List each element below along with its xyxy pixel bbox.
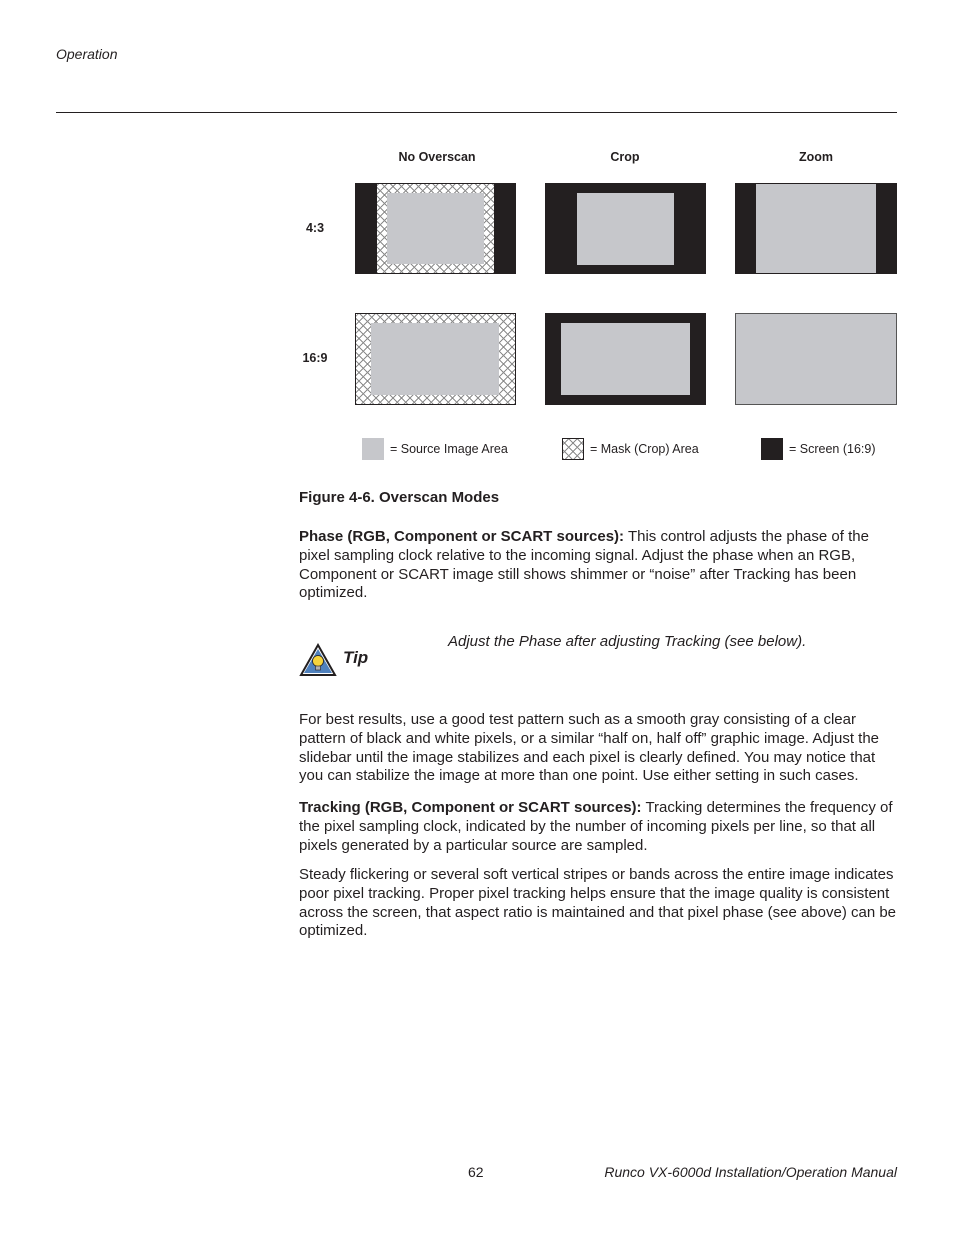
figure-caption: Figure 4-6. Overscan Modes [299,489,500,506]
page-number: 62 [468,1164,484,1180]
phase-lead: Phase (RGB, Component or SCART sources): [299,528,625,545]
legend-label-source: = Source Image Area [390,442,508,456]
header-rule [56,112,897,113]
column-heading-zoom: Zoom [798,150,834,164]
column-heading-no-overscan: No Overscan [398,150,476,164]
legend-swatch-mask [562,438,584,460]
manual-title: Runco VX-6000d Installation/Operation Manual [604,1164,897,1180]
tip-label: Tip [343,648,369,667]
row-heading-4-3: 4:3 [305,221,325,235]
screen-4-3-no-overscan [355,183,516,274]
row-heading-16-9: 16:9 [302,351,328,365]
phase-body: This control adjusts the phase of the pixel sampling clock relative to the incoming signal. Adjust the phase when an RGB, Component or SCART image still shows shimmer or “noise” after Tracking has been optimized. [299,528,869,602]
screen-4-3-crop [545,183,706,274]
source-image-area [577,193,674,265]
tracking-lead: Tracking (RGB, Component or SCART sources): [299,799,642,816]
screen-16-9-crop [545,313,706,405]
legend-label-mask: = Mask (Crop) Area [590,442,699,456]
screen-16-9-no-overscan [355,313,516,405]
steady-paragraph: Steady flickering or several soft vertical stripes or bands across the entire image indicates poor pixel tracking. Proper pixel tracking helps ensure that the image quality is consistent across the screen, that aspect ratio is maintained and that pixel phase (see above) can be optimized. [299,866,897,940]
source-image-area [561,323,690,395]
section-label: Operation [56,46,118,62]
tracking-paragraph [299,799,897,855]
legend-swatch-source [362,438,384,460]
tracking-body: Tracking determines the frequency of the pixel sampling clock, indicated by the number of incoming pixels per line, so that all pixels generated by a particular source are sampled. [299,799,893,854]
legend-swatch-screen [761,438,783,460]
source-image-area [756,184,876,273]
legend-label-screen: = Screen (16:9) [789,442,876,456]
screen-4-3-zoom [735,183,897,274]
phase-paragraph [299,528,897,603]
best-results-paragraph: For best results, use a good test pattern such as a smooth gray consisting of a clear pattern of black and white pixels, or a similar “half on, half off” graphic image. Adjust the slidebar until the image stabilizes and each pixel is clearly defined. You may notice that you can stabilize the image at more than one point. Use either setting in such cases. [299,711,880,785]
column-heading-crop: Crop [610,150,640,164]
source-image-area [371,323,499,395]
screen-16-9-zoom [735,313,897,405]
source-image-area [387,193,484,264]
mask-area [376,184,495,273]
tip-text: Adjust the Phase after adjusting Tracking (see below). [448,633,807,650]
lightbulb-warning-icon [299,643,337,677]
